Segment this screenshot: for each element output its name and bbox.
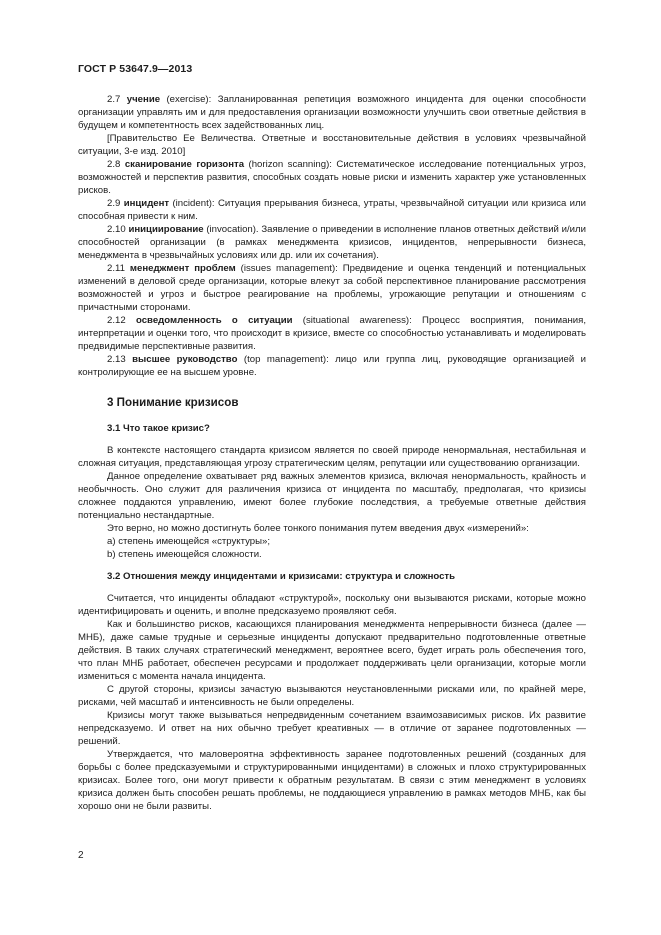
term-name: менеджмент проблем bbox=[129, 263, 236, 274]
term-number: 2.10 bbox=[107, 224, 126, 235]
list-item: b) степень имеющейся сложности. bbox=[107, 549, 262, 560]
term-2-13 bbox=[78, 353, 586, 379]
term-name: высшее руководство bbox=[132, 354, 238, 365]
term-name: сканирование горизонта bbox=[124, 159, 245, 170]
section-title: 3 Понимание кризисов bbox=[107, 396, 239, 409]
term-number: 2.13 bbox=[107, 354, 126, 365]
term-2-7 bbox=[78, 93, 586, 132]
paragraph: С другой стороны, кризисы зачастую вызываются неустановленными рисками или, по крайней мере, рисками, чей масштаб и интенсивность не были определены. bbox=[78, 684, 586, 708]
term-number: 2.12 bbox=[107, 315, 126, 326]
term-definition: (invocation). Заявление о приведении в исполнение планов ответных действий и/или способностей организации (в рамках менеджмента кризисов, инцидентов, непрерывности бизнеса, менеджмента в чрезвычайных условиях или др. или их сочетания). bbox=[78, 224, 587, 261]
list-item: a) степень имеющейся «структуры»; bbox=[107, 536, 271, 547]
term-2-8 bbox=[78, 158, 586, 197]
term-2-11 bbox=[78, 262, 586, 314]
term-definition: (situational awareness): Процесс восприятия, понимания, интерпретации и оценки того, что происходит в кризисе, вместе со способностью устанавливать и моделировать предвидимые перспективные развития. bbox=[78, 315, 586, 352]
term-name: инициирование bbox=[128, 224, 204, 235]
term-definition: (incident): Ситуация прерывания бизнеса, утраты, чрезвычайной ситуации или кризиса или способная привести к ним. bbox=[78, 198, 586, 222]
term-definition: (issues management): Предвидение и оценка тенденций и потенциальных изменений в деловой среде организации, которые влекут за собой перспективное планирование рассмотрения возможностей и угроз и быстрое реагирование на проблемы, угрожающие репутации и отношениям с причастными сторонами. bbox=[78, 263, 586, 313]
term-definition: (horizon scanning): Систематическое исследование потенциальных угроз, возможностей и перспектив развития, способных создать новые риски и изменить характер уже установленных рисков. bbox=[78, 159, 586, 196]
term-name: учение bbox=[126, 94, 161, 105]
paragraph: Кризисы могут также вызываться непредвиденным сочетанием взаимозависимых рисков. Их развитие непредсказуемо. И ответ на них обычно требует креативных — в отличие от заранее подготовленных — решений. bbox=[78, 710, 586, 747]
term-name: инцидент bbox=[123, 198, 170, 209]
paragraph: Данное определение охватывает ряд важных элементов кризиса, включая ненормальность, крайность и необычность. Оно служит для различения кризиса от инцидента по масштабу, предполагая, что кризисы сложнее поддаются управлению, имеют более глубокие последствия, а требуемые ответные действия потенциально нестандартные. bbox=[78, 471, 586, 521]
term-definition: (exercise): Запланированная репетиция возможного инцидента для оценки способности организации управлять им и для предоставления организации возможности улучшить свои ответные действия в будущем и компетентность всех задействованных лиц. bbox=[78, 94, 586, 131]
term-number: 2.8 bbox=[107, 159, 121, 170]
paragraph: Как и большинство рисков, касающихся планирования менеджмента непрерывности бизнеса (далее — МНБ), даже самые трудные и серьезные инциденты допускают предварительно подготовленные ответные действия. В таких случаях стратегический менеджмент, вероятнее всего, будет играть роль обеспечения того, что план МНБ работает, обеспечен ресурсами и продолжает поддерживать цели организации, которые могли измениться с момента начала инцидента. bbox=[78, 619, 586, 682]
term-2-10 bbox=[78, 223, 586, 262]
term-2-12 bbox=[78, 314, 586, 353]
page-number: 2 bbox=[78, 850, 84, 861]
document-header: ГОСТ Р 53647.9—2013 bbox=[78, 63, 193, 75]
term-note: [Правительство Ее Величества. Ответные и восстановительные действия в условиях чрезвычайной ситуации, 3-е изд. 2010] bbox=[78, 133, 586, 157]
term-definition: (top management): лицо или группа лиц, руководящие организацией и контролирующие ее на высшем уровне. bbox=[78, 354, 587, 378]
term-number: 2.11 bbox=[107, 263, 125, 274]
paragraph: Утверждается, что маловероятна эффективность заранее подготовленных решений (созданных для борьбы с более предсказуемыми и структурированными инцидентами) в сложных и плохо структурированных кризисах. Более того, они могут привести к обратным результатам. В связи с этим менеджмент в условиях кризиса должен быть способен решать проблемы, не поддающиеся управлению в рамках методов МНБ, как бы хорошо они не были развиты. bbox=[78, 749, 586, 812]
subsection-title: 3.2 Отношения между инцидентами и кризисами: структура и сложность bbox=[107, 571, 456, 582]
term-number: 2.7 bbox=[107, 94, 121, 105]
term-name: осведомленность о ситуации bbox=[135, 315, 293, 326]
paragraph: В контексте настоящего стандарта кризисом является по своей природе ненормальная, нестабильная и сложная ситуация, представляющая угрозу стратегическим целям, репутации или существованию организации. bbox=[78, 445, 586, 469]
subsection-title: 3.1 Что такое кризис? bbox=[107, 423, 210, 434]
document-body bbox=[78, 93, 586, 813]
paragraph: Это верно, но можно достигнуть более тонкого понимания путем введения двух «измерений»: bbox=[107, 523, 529, 534]
paragraph: Считается, что инциденты обладают «структурой», поскольку они вызываются рисками, которые можно идентифицировать и оценить, и вполне предсказуемо проявляют себя. bbox=[78, 593, 586, 617]
term-number: 2.9 bbox=[107, 198, 121, 209]
term-2-9 bbox=[78, 197, 586, 223]
